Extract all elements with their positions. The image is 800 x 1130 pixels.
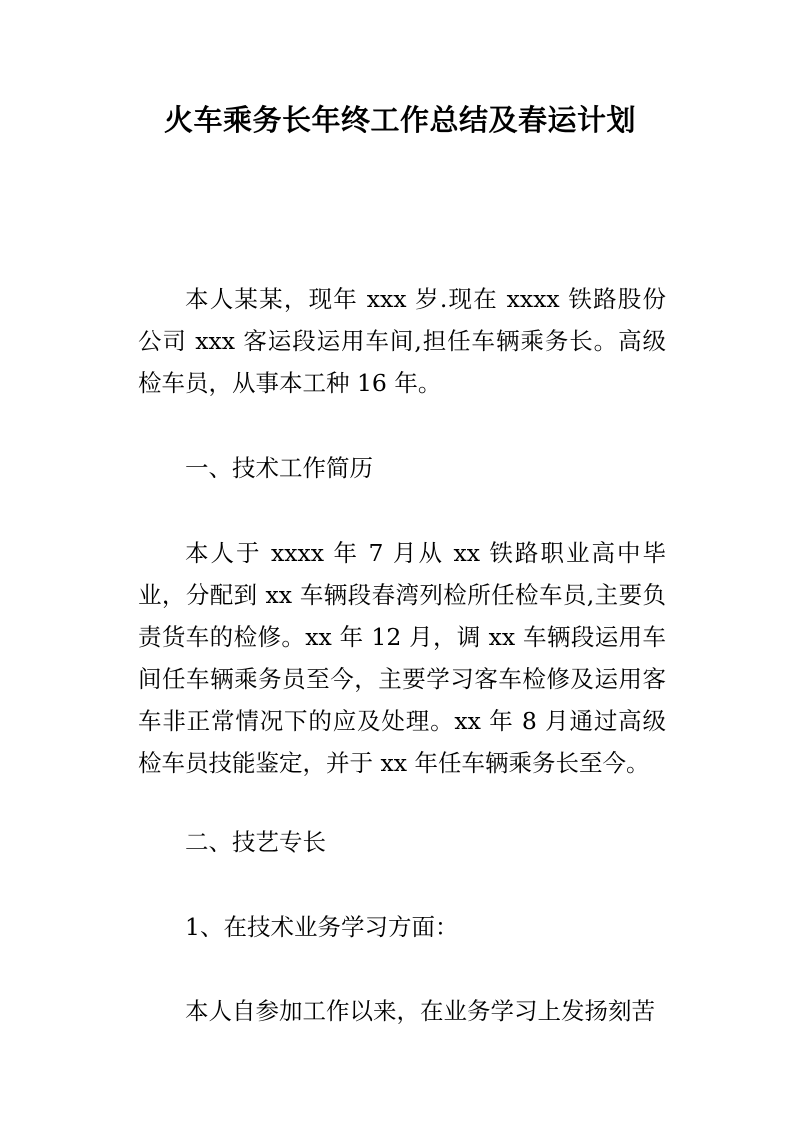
- paragraph-study: 本人自参加工作以来，在业务学习上发扬刻苦: [185, 997, 655, 1025]
- section-heading-skills: 二、技艺专长: [185, 828, 326, 856]
- paragraph-work-history: 本人于 xxxx 年 7 月从 xx 铁路职业高中毕业，分配到 xx 车辆段春湾列检所任检车员,主要负责货车的检修。xx 年 12 月，调 xx 车辆段运用车间任车辆乘务员至今，主要学习客车检修及运用客车非正常情况下的应及处理。xx 年 8 月通过高级检车员技能鉴定，并于 xx 年任车辆乘务长至今。: [138, 539, 666, 777]
- section-heading-work-history: 一、技术工作简历: [185, 454, 373, 482]
- document-title: 火车乘务长年终工作总结及春运计划: [163, 103, 636, 137]
- subsection-heading-study: 1、在技术业务学习方面：: [185, 913, 459, 941]
- paragraph-intro: 本人某某，现年 xxx 岁.现在 xxxx 铁路股份公司 xxx 客运段运用车间,担任车辆乘务长。高级检车员，从事本工种 16 年。: [138, 285, 666, 397]
